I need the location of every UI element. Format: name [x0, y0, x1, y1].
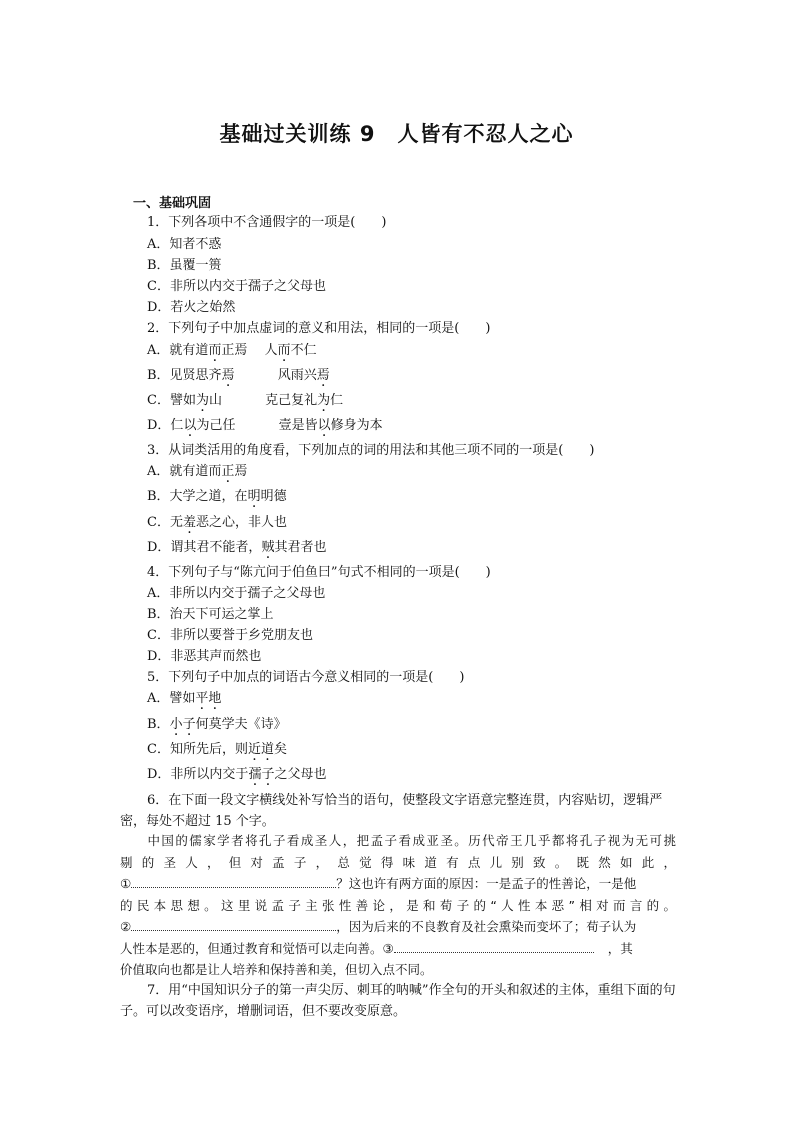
dotted-char: 孺: [248, 767, 262, 782]
q3-option-a: A．就有道而正焉: [147, 464, 248, 479]
dotted-char: 道: [260, 742, 274, 757]
title-part-2: 人皆有不忍人之心: [397, 122, 574, 146]
dotted-char: 焉: [221, 368, 235, 383]
q2-option-c: C．譬如为山 克己复礼为仁: [147, 393, 344, 408]
dotted-char: 以: [183, 418, 197, 433]
q5-option-d: D．非所以内交于孺子之父母也: [147, 767, 327, 782]
passage-line: 价值取向也都是让人培养和保持善和美，但切入点不同。: [120, 962, 433, 977]
dotted-char: 子: [261, 767, 275, 782]
q3-option-c: C．无羞恶之心，非人也: [147, 515, 287, 530]
answer-blank-1[interactable]: [131, 873, 336, 888]
q4-option-d: D．非恶其声而然也: [147, 649, 262, 664]
dotted-char: 羞: [182, 515, 196, 530]
dotted-char: 为: [195, 393, 209, 408]
blank-marker-3: ③: [382, 940, 394, 956]
dotted-char: 正: [221, 464, 235, 479]
dotted-char: 为: [317, 393, 331, 408]
q5-option-a: A．譬如平地: [147, 691, 222, 706]
page-title: [0, 118, 793, 148]
q1-option-c: C．非所以内交于孺子之父母也: [147, 279, 326, 294]
answer-blank-2[interactable]: [131, 916, 336, 931]
passage-line: 中国的儒家学者将孔子看成圣人，把孟子看成亚圣。历代帝王几乎都将孔子视为无可挑: [146, 833, 676, 848]
q2-stem: 2．下列句子中加点虚词的意义和用法，相同的一项是( ): [147, 321, 491, 336]
dotted-char: 近: [247, 742, 261, 757]
q4-stem: 4．下列句子与“陈亢问于伯鱼曰”句式不相同的一项是( ): [147, 565, 491, 580]
q4-option-b: B．治天下可运之掌上: [147, 607, 274, 622]
q6-passage: 中国的儒家学者将孔子看成圣人，把孟子看成亚圣。历代帝王几乎都将孔子视为无可挑 剔的圣人，但对孟子，总觉得味道有点儿别致。既然如此， ① ？这也许有两方面的原因：一是孟子的性善论，一是他 的民本思想。这里说孟子主张性善论，是和荀子的“人性本恶”相对而言的。 ② ，因为后来的不良教育及社会熏染而变坏了；荀子认为 人性本是恶的，但通过教育和觉悟可以走向善。③ ，其 价值取向也都是让人培养和保持善和美，但切入点不同。: [120, 830, 676, 981]
q1-option-a: A．知者不惑: [147, 237, 222, 252]
answer-blank-3[interactable]: [394, 938, 594, 953]
passage-line: 剔的圣人，但对孟子，总觉得味道有点儿别致。既然如此，: [120, 854, 676, 870]
blank-marker-2: ②: [120, 919, 132, 934]
section-heading: 一、基础巩固: [133, 196, 212, 211]
dotted-char: 而: [208, 343, 222, 358]
dotted-char: 而: [277, 343, 291, 358]
passage-line: 的民本思想。这里说孟子主张性善论，是和荀子的“人性本恶”相对而言的。: [120, 897, 676, 913]
q7-stem: 7．用“中国知识分子的第一声尖厉、刺耳的呐喊”作全句的开头和叙述的主体，重组下面的句子。可以改变语序，增删词语，但不要改变原意。: [120, 983, 676, 1019]
q1-option-b: B．虽覆一篑: [147, 258, 222, 273]
q6-stem: 6．在下面一段文字横线处补写恰当的语句，使整段文字语意完整连贯，内容贴切，逻辑严密，每处不超过 15 个字。: [120, 793, 663, 829]
dotted-char: 以: [317, 418, 331, 433]
q3-option-b: B．大学之道，在明明德: [147, 489, 287, 504]
q1-option-d: D．若火之始然: [147, 300, 236, 315]
q4-option-c: C．非所以要誉于乡党朋友也: [147, 628, 313, 643]
q3-stem: 3．从词类活用的角度看，下列加点的词的用法和其他三项不同的一项是( ): [147, 443, 595, 458]
q2-option-b: B．见贤思齐焉 风雨兴焉: [147, 368, 330, 383]
q2-option-a: A．就有道而正焉 人而不仁: [147, 343, 317, 358]
q5-stem: 5．下列句子中加点的词语古今意义相同的一项是( ): [147, 670, 465, 685]
dotted-char: 明: [247, 489, 261, 504]
q2-option-d: D．仁以为己任 壹是皆以修身为本: [147, 418, 383, 433]
dotted-char: 焉: [316, 368, 330, 383]
dotted-char: 贼: [261, 540, 275, 555]
q4-option-a: A．非所以内交于孺子之父母也: [147, 586, 326, 601]
dotted-char: 平: [195, 691, 209, 706]
blank-marker-1: ①: [120, 876, 132, 891]
dotted-char: 子: [182, 717, 196, 732]
dotted-char: 小: [169, 717, 183, 732]
dotted-char: 地: [208, 691, 222, 706]
q5-option-b: B．小子何莫学夫《诗》: [147, 717, 287, 732]
title-part-1: 基础过关训练 9: [219, 122, 376, 146]
q1-stem: 1．下列各项中不含通假字的一项是( ): [147, 215, 387, 230]
q3-option-d: D．谓其君不能者，贼其君者也: [147, 540, 327, 555]
q5-option-c: C．知所先后，则近道矣: [147, 742, 287, 757]
